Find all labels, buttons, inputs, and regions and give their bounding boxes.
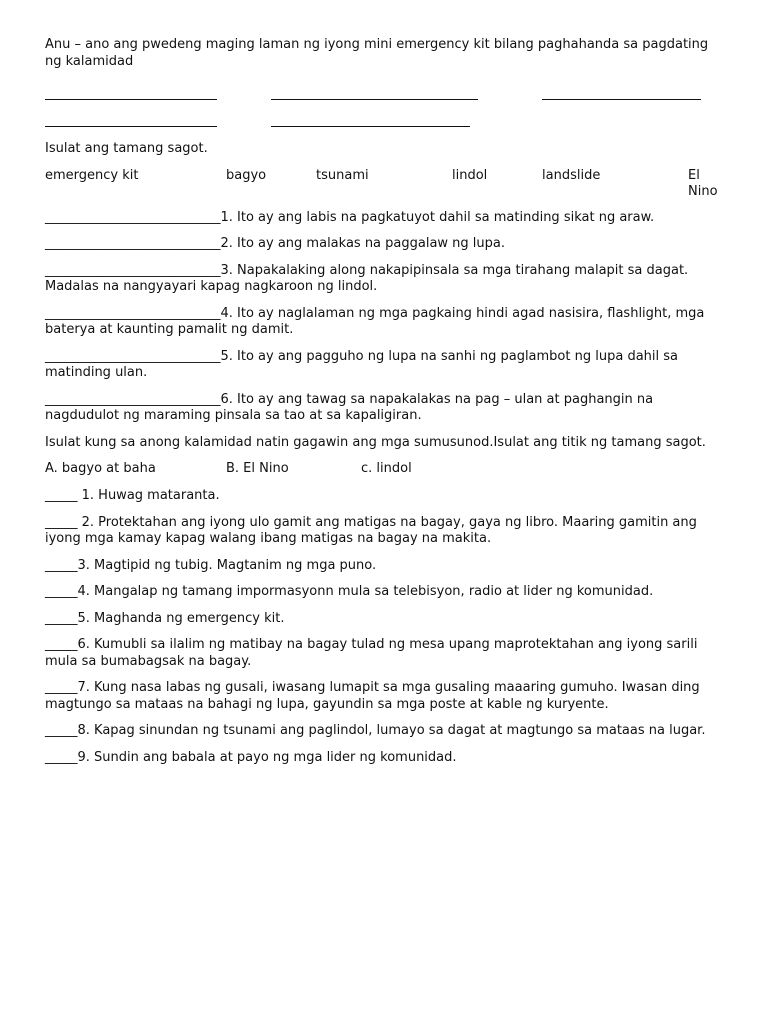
part2-item: _____ 1. Huwag mataranta. [45, 488, 220, 503]
answer-blank[interactable] [271, 85, 478, 100]
part2-item: _____3. Magtipid ng tubig. Magtanim ng mga puno. [45, 557, 377, 573]
part1-item: ___________________________5. Ito ay ang pagguho ng lupa na sanhi ng paglambot ng lupa dahil sa matinding ulan. [45, 348, 678, 380]
option-a: A. bagyo at baha [45, 461, 156, 476]
question-1-text: Anu – ano ang pwedeng maging laman ng iyong mini emergency kit bilang paghahanda sa pagdating ng kalamidad [45, 37, 709, 69]
part2-item: _____7. Kung nasa labas ng gusali, iwasang lumapit sa mga gusaling maaaring gumuho. Iwasan ding magtungo sa mataas na bahagi ng lupa, gayundin sa mga poste at kable ng kuryente. [45, 680, 700, 712]
part1-item: ___________________________4. Ito ay naglalaman ng mga pagkaing hindi agad nasisira, flashlight, mga baterya at kaunting pamalit ng damit. [45, 305, 705, 337]
choice-item: bagyo [226, 167, 267, 183]
choice-item-el-nino-text: El Nino [688, 167, 718, 199]
choice-item: lindol [452, 167, 488, 183]
choice-item-el-nino [45, 167, 718, 201]
part2-instruction: Isulat kung sa anong kalamidad natin gagawin ang mga sumusunod.Isulat ang titik ng tamang sagot. [45, 434, 706, 450]
part1-item: ___________________________2. Ito ay ang malakas na paggalaw ng lupa. [45, 236, 506, 251]
part2-item: _____6. Kumubli sa ilalim ng matibay na bagay tulad ng mesa upang maprotektahan ang iyong sarili mula sa bumabagsak na bagay. [45, 637, 698, 669]
part2-item: _____5. Maghanda ng emergency kit. [45, 610, 285, 626]
option-b: B. El Nino [226, 461, 289, 476]
part2-item: _____8. Kapag sinundan ng tsunami ang paglindol, lumayo sa dagat at magtungo sa mataas na lugar. [45, 723, 706, 738]
part2-item: _____4. Mangalap ng tamang impormasyonn mula sa telebisyon, radio at lider ng komunidad. [45, 584, 654, 599]
part1-choices [45, 167, 718, 202]
choice-item: tsunami [316, 167, 369, 183]
part1-item: ___________________________6. Ito ay ang tawag sa napakalakas na pag – ulan at paghangin na nagdudulot ng maraming pinsala sa tao at sa kapaligiran. [45, 391, 654, 423]
part2-item: _____ 2. Protektahan ang iyong ulo gamit ang matigas na bagay, gaya ng libro. Maaring gamitin ang iyong mga kamay kapag walang ibang matigas na bagay na makita. [45, 514, 697, 546]
answer-blank[interactable] [45, 85, 217, 100]
choice-item: emergency kit [45, 167, 139, 183]
part1-instruction: Isulat ang tamang sagot. [45, 141, 208, 156]
answer-blank-row-2 [45, 112, 710, 139]
part2-item: _____9. Sundin ang babala at payo ng mga lider ng komunidad. [45, 749, 457, 765]
answer-blank[interactable] [45, 112, 217, 127]
part1-item: ___________________________3. Napakalaking along nakapipinsala sa mga tirahang malapit sa dagat. Madalas na nangyayari kapag nagkaroon ng lindol. [45, 262, 689, 294]
answer-blank-row-1 [45, 85, 710, 112]
answer-blank[interactable] [271, 112, 470, 127]
part2-options [45, 461, 710, 478]
choice-item: landslide [542, 167, 601, 183]
answer-blank[interactable] [542, 85, 701, 100]
worksheet-page [45, 37, 718, 776]
part1-item: ___________________________1. Ito ay ang labis na pagkatuyot dahil sa matinding sikat ng araw. [45, 209, 655, 225]
option-c: c. lindol [361, 461, 412, 476]
